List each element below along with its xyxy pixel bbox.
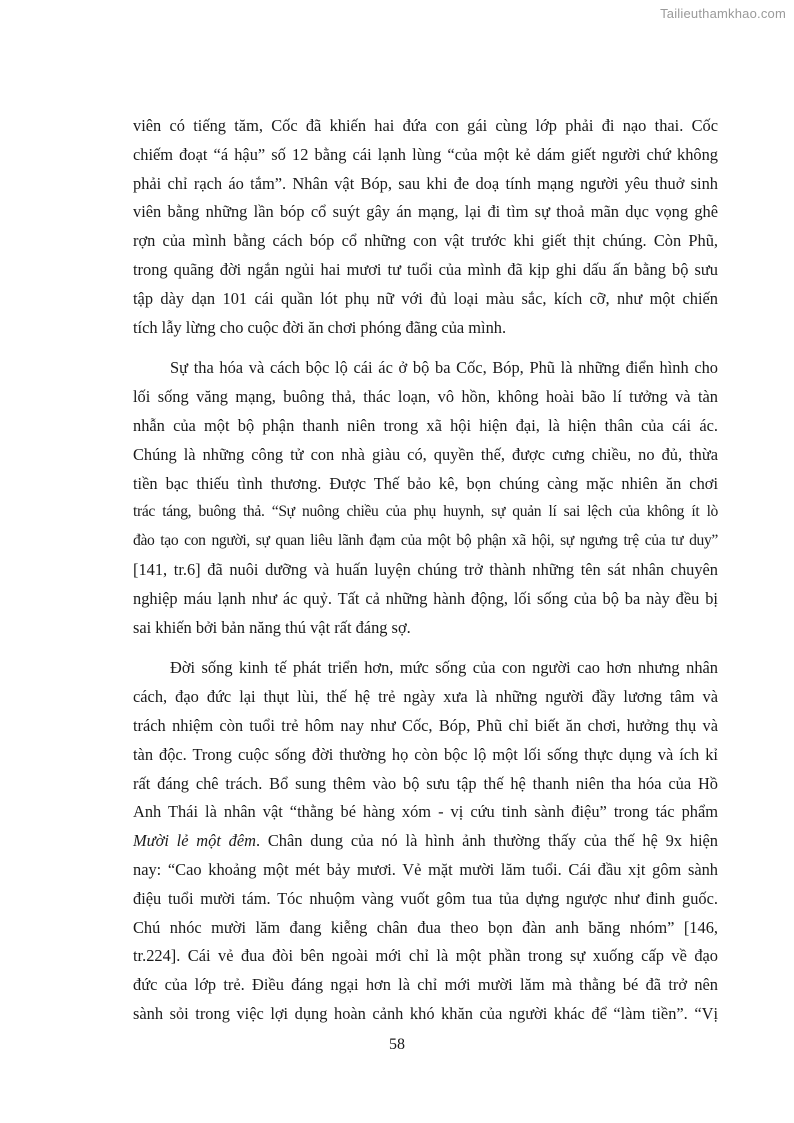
text-line: tích lẫy lừng cho cuộc đời ăn chơi phóng đãng của mình. xyxy=(133,317,507,337)
quote-line: đào tạo con người, sự quan liêu lãnh đạm của một bộ phận xã hội, sự ngưng trệ của tư duy” xyxy=(133,532,718,550)
text-line: Chúng là những công tử con nhà giàu có, quyền thế, được cưng chiều, no đủ, thừa xyxy=(133,444,718,464)
text-line: nay: “Cao khoảng một mét bảy mươi. Vẻ mặt mười lăm tuổi. Cái đầu xịt gôm sành xyxy=(133,859,718,879)
text-line: chiếm đoạt “á hậu” số 12 bằng cái lạnh lùng “của một kẻ dám giết người chứ không xyxy=(133,144,718,164)
text-line-with-title xyxy=(133,827,718,856)
text-line: nhẫn của một bộ phận thanh niên trong xã hội hiện đại, là hiện thân của cái ác. xyxy=(133,415,718,435)
text-line: trách nhiệm còn tuổi trẻ hôm nay như Cốc, Bóp, Phũ chỉ biết ăn chơi, hưởng thụ và xyxy=(133,715,718,735)
text-line: viên bằng những lần bóp cổ suýt gây án mạng, lại đi tìm sự thoả mãn dục vọng ghê xyxy=(133,202,718,222)
text-fragment: . Chân dung của nó là hình ảnh thường thấy của thế hệ 9x hiện xyxy=(255,831,718,851)
text-line: rợn của mình bằng cách bóp cổ những con vật trước khi giết thịt chúng. Còn Phũ, xyxy=(133,231,718,251)
text-line: tr.224]. Cái vẻ đua đòi bên ngoài mới chỉ là một phần trong sự xuống cấp về đạo xyxy=(133,946,718,966)
text-line: cách, đạo đức lại thụt lùi, thế hệ trẻ ngày xưa là những người đầy lương tâm và xyxy=(133,687,718,707)
text-line: tập dày dạn 101 cái quần lót phụ nữ với đủ loại màu sắc, kích cỡ, như một chiến xyxy=(133,288,718,308)
text-line: Đời sống kinh tế phát triển hơn, mức sống của con người cao hơn nhưng nhân xyxy=(170,658,718,678)
text-line: sành sỏi trong việc lợi dụng hoàn cảnh khó khăn của người khác để “làm tiền”. “Vị xyxy=(133,1003,718,1023)
text-line: điệu tuổi mười tám. Tóc nhuộm vàng vuốt gôm tua tủa dựng ngược như đinh guốc. xyxy=(133,888,718,908)
quote-line: trác táng, buông thả. “Sự nuông chiều của phụ huynh, sự quản lí sai lệch của không ít lò xyxy=(133,503,718,521)
text-line: Sự tha hóa và cách bộc lộ cái ác ở bộ ba Cốc, Bóp, Phũ là những điển hình cho xyxy=(170,358,718,378)
text-line: rất đáng chê trách. Bổ sung thêm vào bộ sưu tập thế hệ thanh niên tha hóa của Hồ xyxy=(133,773,718,793)
text-line: nghiệp máu lạnh như ác quỷ. Tất cả những hành động, lối sống của bộ ba này đều bị xyxy=(133,588,718,608)
paragraph-3 xyxy=(133,654,718,1028)
text-line: trong quãng đời ngắn ngủi hai mươi tư tuổi của mình đã kịp ghi dấu ấn bằng bộ sưu xyxy=(133,259,718,279)
page-number: 58 xyxy=(389,1036,405,1053)
text-line: [141, tr.6] đã nuôi dưỡng và huấn luyện chúng trở thành những tên sát nhân chuyên xyxy=(133,559,718,579)
paragraph-2 xyxy=(133,354,718,642)
text-line: đức của lớp trẻ. Điều đáng ngại hơn là chỉ mới mười lăm mà thằng bé đã trở nên xyxy=(133,975,718,995)
text-line: tàn độc. Trong cuộc sống đời thường họ còn bộc lộ một lối sống thực dụng và ích kỉ xyxy=(133,744,718,764)
text-line: sai khiến bởi bản năng thú vật rất đáng sợ. xyxy=(133,617,411,637)
document-body xyxy=(133,112,718,1041)
text-line: lối sống văng mạng, buông thả, thác loạn, vô hồn, không hoài bão lí tưởng và tàn xyxy=(133,387,718,407)
watermark-text: Tailieuthamkhao.com xyxy=(660,6,786,21)
work-title: Mười lẻ một đêm xyxy=(133,831,256,851)
paragraph-1 xyxy=(133,112,718,342)
text-line: Chú nhóc mười lăm đang kiễng chân đua theo bọn đàn anh băng nhóm” [146, xyxy=(133,917,718,937)
text-line: phải chỉ rạch áo tắm”. Nhân vật Bóp, sau khi đe doạ tính mạng người yêu thuở sinh xyxy=(133,173,718,193)
text-line: tiền bạc thiếu tình thương. Được Thế bảo kê, bọn chúng càng mặc nhiên ăn chơi xyxy=(133,473,718,493)
text-line: viên có tiếng tăm, Cốc đã khiến hai đứa con gái cùng lớp phải đi nạo thai. Cốc xyxy=(133,116,718,135)
text-line: Anh Thái là nhân vật “thằng bé hàng xóm - vị cứu tinh sành điệu” trong tác phẩm xyxy=(133,802,718,822)
